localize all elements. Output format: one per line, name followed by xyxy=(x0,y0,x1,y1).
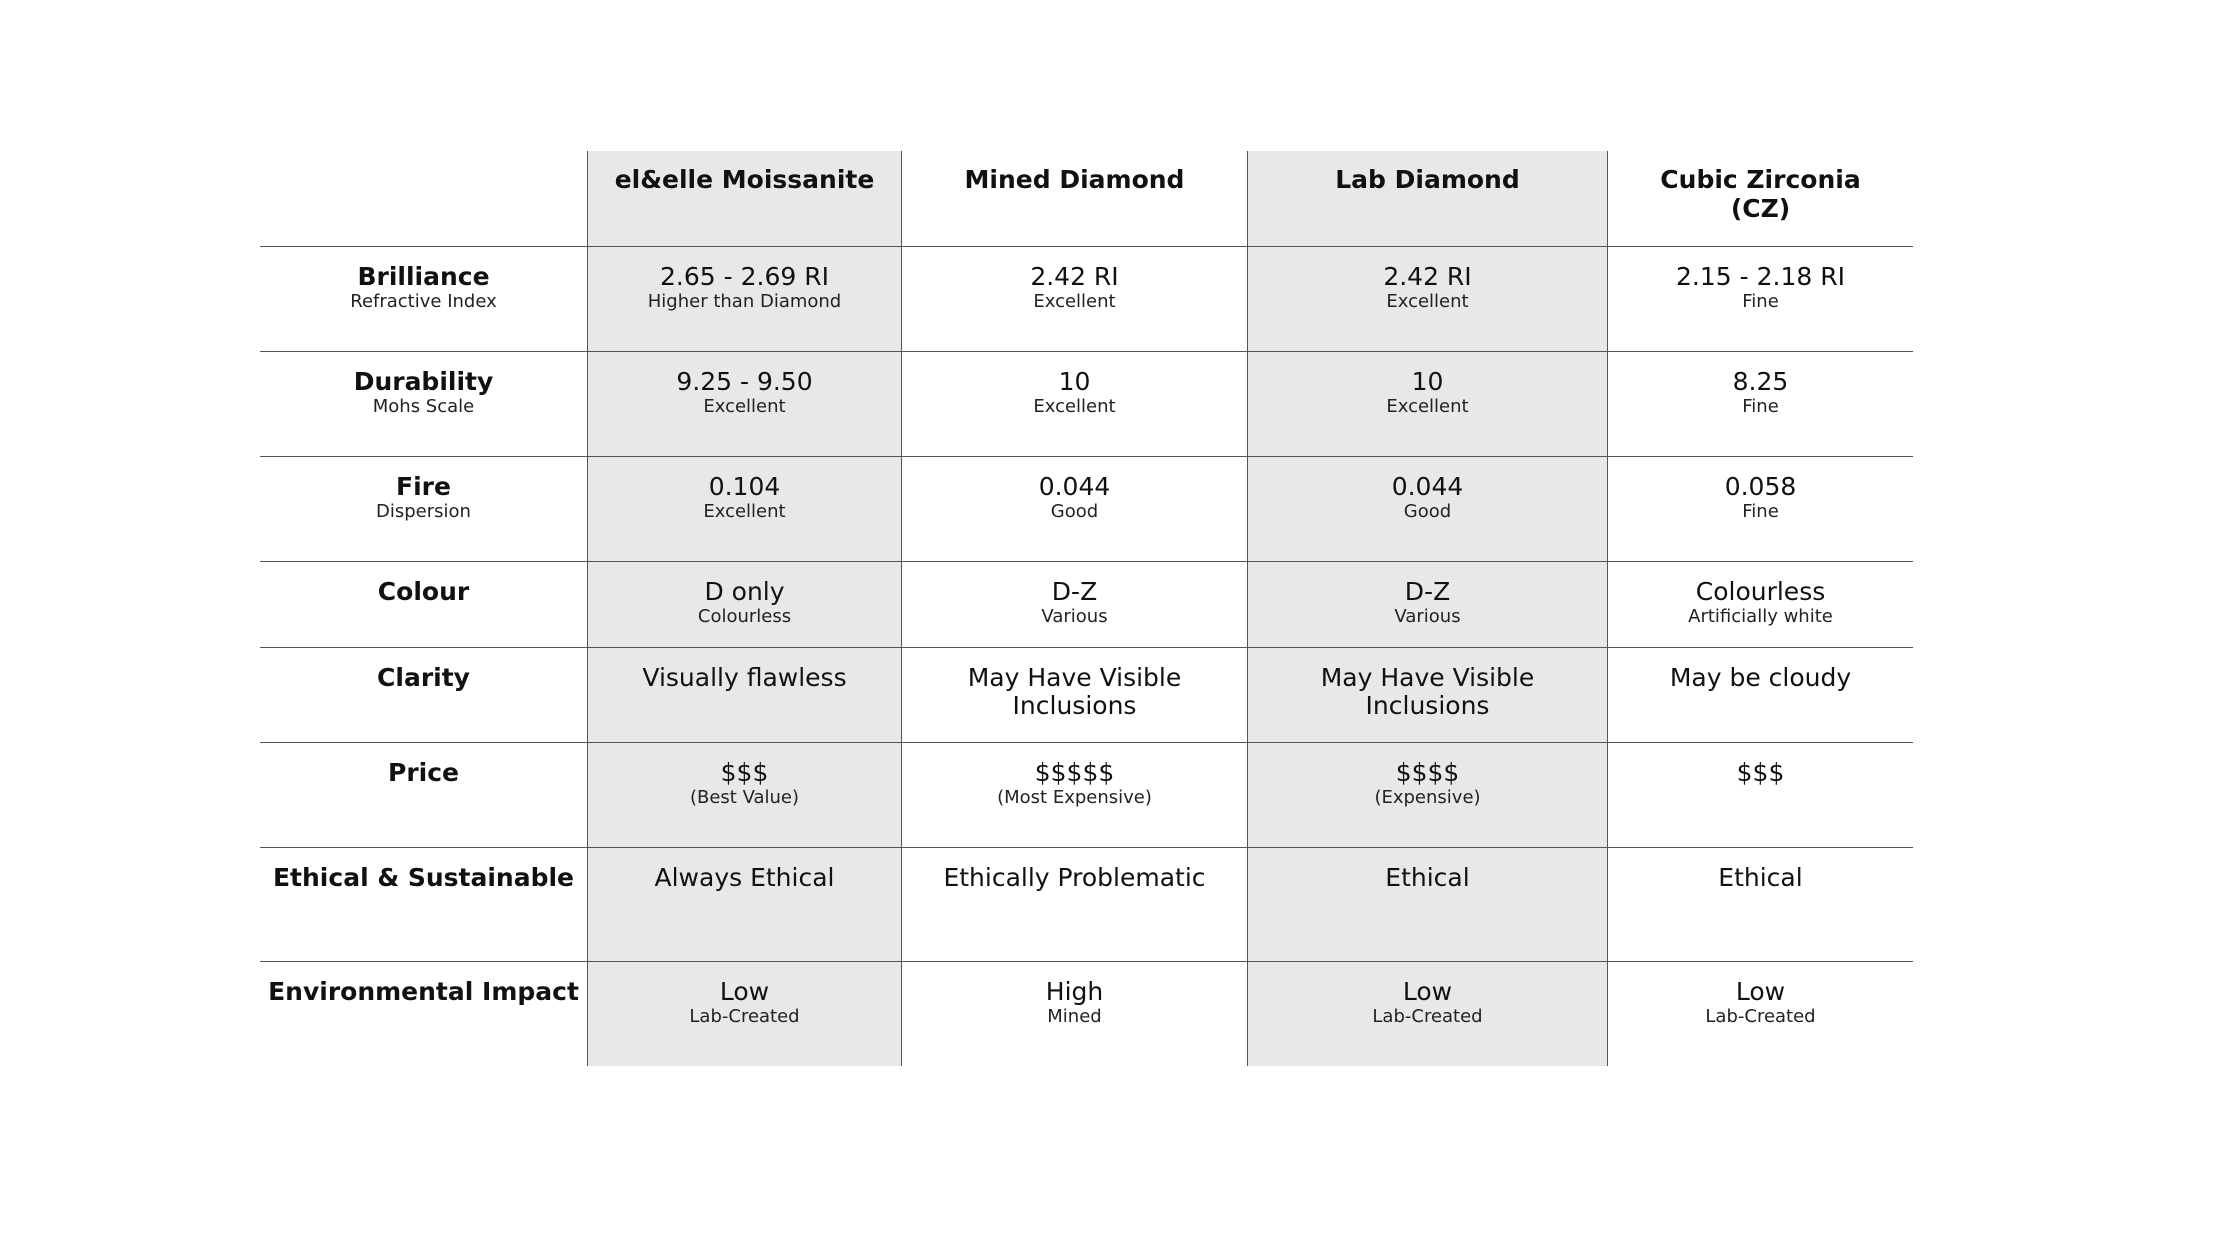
cell-value: D-Z xyxy=(1404,577,1451,606)
header-lab-diamond xyxy=(1247,151,1607,246)
table-cell xyxy=(587,562,901,647)
table-cell xyxy=(1247,247,1607,351)
cell-value: 10 xyxy=(1058,367,1091,396)
table-cell xyxy=(587,962,901,1066)
table-cell xyxy=(587,247,901,351)
row-label-cell xyxy=(260,743,587,847)
column-title: Cubic Zirconia (CZ) xyxy=(1660,165,1861,223)
cell-value: Visually flawless xyxy=(642,663,847,692)
table-cell xyxy=(587,457,901,561)
cell-note: Excellent xyxy=(703,396,786,417)
cell-value: Low xyxy=(1735,977,1786,1006)
header-corner xyxy=(260,151,587,246)
table-row xyxy=(260,246,1913,351)
cell-value: $$$ xyxy=(720,758,769,787)
cell-value: Low xyxy=(719,977,770,1006)
table-cell xyxy=(1607,743,1913,847)
table-cell xyxy=(587,848,901,961)
table-cell xyxy=(1247,562,1607,647)
cell-value: 0.044 xyxy=(1391,472,1464,501)
cell-value: Ethical xyxy=(1718,863,1803,892)
cell-note: Various xyxy=(1394,606,1461,627)
row-label: Brilliance xyxy=(357,262,490,291)
cell-note: Lab-Created xyxy=(1705,1006,1816,1027)
table-row xyxy=(260,847,1913,961)
cell-note: Excellent xyxy=(1033,291,1116,312)
header-mined-diamond xyxy=(901,151,1247,246)
cell-note: (Expensive) xyxy=(1374,787,1481,808)
row-sublabel: Mohs Scale xyxy=(372,396,475,417)
cell-note: (Most Expensive) xyxy=(997,787,1152,808)
column-title: Mined Diamond xyxy=(964,165,1185,194)
table-cell xyxy=(587,352,901,456)
row-label: Durability xyxy=(353,367,494,396)
table-cell xyxy=(901,247,1247,351)
cell-value: 9.25 - 9.50 xyxy=(676,367,813,396)
cell-value: 8.25 xyxy=(1732,367,1789,396)
row-label: Colour xyxy=(377,577,470,606)
cell-value: 2.42 RI xyxy=(1030,262,1119,291)
row-label-cell xyxy=(260,457,587,561)
table-cell xyxy=(1247,457,1607,561)
cell-value: Ethically Problematic xyxy=(943,863,1206,892)
cell-value: May Have Visible Inclusions xyxy=(967,663,1182,720)
cell-note: Colourless xyxy=(697,606,792,627)
cell-value: Ethical xyxy=(1385,863,1470,892)
table-cell xyxy=(1607,562,1913,647)
cell-value: D only xyxy=(704,577,785,606)
cell-note: Fine xyxy=(1742,291,1779,312)
table-cell xyxy=(1607,962,1913,1066)
table-cell xyxy=(1607,352,1913,456)
header-row xyxy=(260,151,1913,246)
cell-value: $$$$ xyxy=(1395,758,1460,787)
table-cell xyxy=(901,352,1247,456)
table-cell xyxy=(901,962,1247,1066)
table-cell xyxy=(1607,648,1913,742)
table-body xyxy=(260,246,1913,1066)
cell-note: Lab-Created xyxy=(689,1006,800,1027)
row-label-cell xyxy=(260,562,587,647)
cell-value: $$$ xyxy=(1736,758,1785,787)
cell-note: Various xyxy=(1041,606,1108,627)
header-moissanite xyxy=(587,151,901,246)
table-cell xyxy=(1607,247,1913,351)
table-row xyxy=(260,961,1913,1066)
row-sublabel: Refractive Index xyxy=(350,291,497,312)
table-cell xyxy=(1247,648,1607,742)
cell-value: Low xyxy=(1402,977,1453,1006)
cell-note: Artificially white xyxy=(1688,606,1833,627)
row-label-cell xyxy=(260,848,587,961)
row-sublabel: Dispersion xyxy=(376,501,471,522)
row-label: Fire xyxy=(396,472,451,501)
cell-value: May be cloudy xyxy=(1669,663,1852,692)
row-label-cell xyxy=(260,352,587,456)
table-cell xyxy=(1247,962,1607,1066)
table-cell xyxy=(1607,457,1913,561)
cell-note: Excellent xyxy=(1386,291,1469,312)
table-row xyxy=(260,456,1913,561)
cell-note: Good xyxy=(1403,501,1452,522)
cell-note: Excellent xyxy=(1033,396,1116,417)
table-row xyxy=(260,742,1913,847)
cell-value: 0.044 xyxy=(1038,472,1111,501)
table-row xyxy=(260,561,1913,647)
table-row xyxy=(260,351,1913,456)
table-cell xyxy=(901,743,1247,847)
table-cell xyxy=(1607,848,1913,961)
table-cell xyxy=(1247,848,1607,961)
cell-value: D-Z xyxy=(1051,577,1098,606)
table-cell xyxy=(901,457,1247,561)
cell-note: (Best Value) xyxy=(689,787,800,808)
cell-value: May Have Visible Inclusions xyxy=(1320,663,1535,720)
cell-value: Colourless xyxy=(1695,577,1826,606)
cell-note: Fine xyxy=(1742,396,1779,417)
cell-note: Fine xyxy=(1742,501,1779,522)
table-cell xyxy=(587,648,901,742)
table-cell xyxy=(587,743,901,847)
cell-note: Lab-Created xyxy=(1372,1006,1483,1027)
cell-value: 2.42 RI xyxy=(1383,262,1472,291)
row-label: Environmental Impact xyxy=(268,977,579,1006)
row-label: Price xyxy=(388,758,459,787)
cell-value: 10 xyxy=(1411,367,1444,396)
cell-note: Good xyxy=(1050,501,1099,522)
cell-note: Excellent xyxy=(1386,396,1469,417)
row-label: Clarity xyxy=(377,663,470,692)
column-title: el&elle Moissanite xyxy=(614,165,875,194)
table-row xyxy=(260,647,1913,742)
cell-note: Higher than Diamond xyxy=(647,291,842,312)
cell-value: 2.65 - 2.69 RI xyxy=(660,262,829,291)
cell-value: 0.104 xyxy=(708,472,781,501)
table-cell xyxy=(901,648,1247,742)
cell-value: High xyxy=(1045,977,1104,1006)
row-label-cell xyxy=(260,648,587,742)
table-cell xyxy=(1247,743,1607,847)
row-label-cell xyxy=(260,247,587,351)
cell-note: Mined xyxy=(1047,1006,1102,1027)
header-cubic-zirconia xyxy=(1607,151,1913,246)
table-cell xyxy=(901,562,1247,647)
cell-value: 2.15 - 2.18 RI xyxy=(1676,262,1845,291)
cell-value: Always Ethical xyxy=(654,863,835,892)
row-label: Ethical & Sustainable xyxy=(272,863,575,892)
cell-value: 0.058 xyxy=(1724,472,1797,501)
cell-value: $$$$$ xyxy=(1034,758,1115,787)
cell-note: Excellent xyxy=(703,501,786,522)
column-title: Lab Diamond xyxy=(1335,165,1520,194)
table-cell xyxy=(901,848,1247,961)
table-cell xyxy=(1247,352,1607,456)
comparison-table xyxy=(260,151,1913,1066)
row-label-cell xyxy=(260,962,587,1066)
